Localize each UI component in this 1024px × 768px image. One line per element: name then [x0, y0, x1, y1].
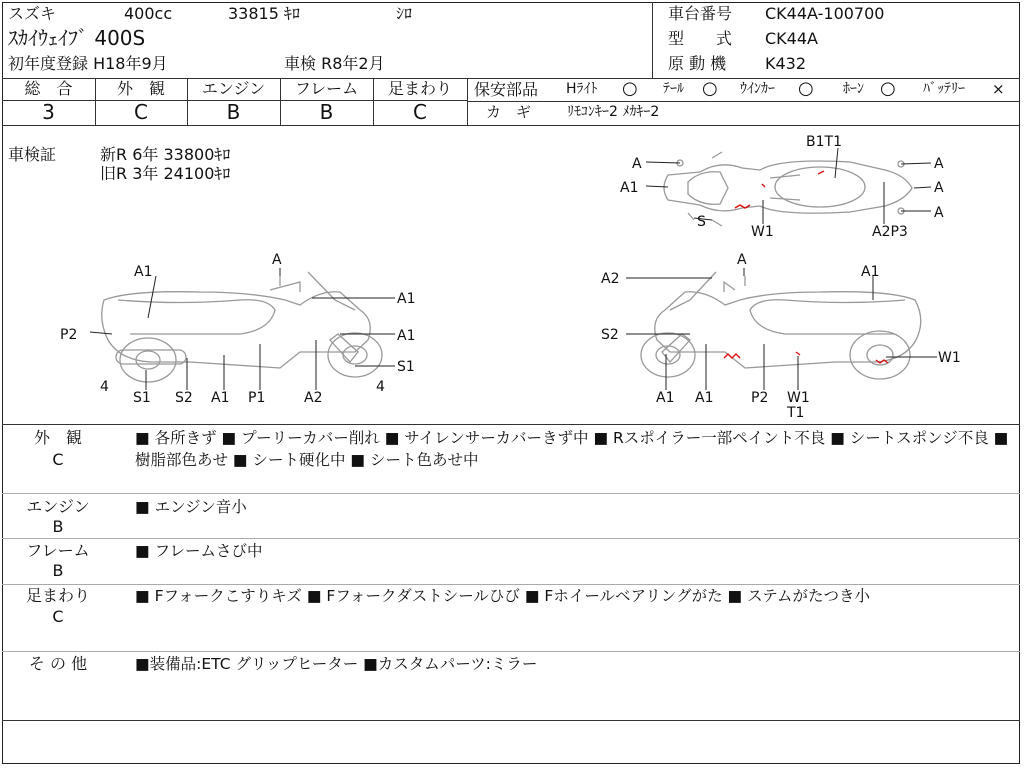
chassis-value: CK44A-100700 [765, 4, 885, 23]
type-label: 型 式 [668, 29, 733, 48]
headlight-mark: ○ [622, 78, 638, 99]
diagram-label: A1 [134, 264, 153, 280]
diagram-label: S1 [133, 390, 151, 406]
note-grade-frame: B [52, 561, 64, 580]
horn-label: ﾎｰﾝ [843, 81, 864, 97]
grade-engine-label: エンジン [201, 79, 266, 98]
diagram-label: W1 [787, 390, 810, 406]
model-name: ｽｶｲｳｪｲﾌﾞ 400S [8, 26, 146, 50]
key-value: ﾘﾓｺﾝｷｰ2 ﾒｶｷｰ2 [567, 104, 660, 120]
diagram-label: S2 [175, 390, 193, 406]
note-grade-engine: B [52, 517, 64, 536]
tail-mark: ○ [702, 78, 718, 99]
horn-mark: ○ [880, 78, 896, 99]
diagram-label: S2 [601, 327, 619, 343]
scooter-left-side-icon [102, 272, 382, 382]
mileage: 33815 ｷﾛ [228, 4, 300, 23]
diagram-label: B1T1 [806, 134, 842, 150]
color: ｼﾛ [396, 4, 413, 23]
tail-label: ﾃｰﾙ [663, 81, 684, 97]
diagram-label: P2 [60, 327, 78, 343]
diagram-label: A1 [620, 180, 639, 196]
diagram-label: A1 [397, 291, 416, 307]
diagram-label: 4 [376, 379, 385, 395]
diagram-label: T1 [787, 405, 805, 421]
grade-suspension-value: C [413, 100, 427, 124]
diagram-label: A2 [601, 271, 620, 287]
diagram-label: A [934, 180, 944, 196]
headlight-label: Hﾗｲﾄ [566, 81, 598, 97]
grade-overall-label: 総 合 [24, 79, 73, 98]
grade-overall-value: 3 [42, 100, 55, 124]
divider [2, 651, 1020, 652]
first-registration: 初年度登録 H18年9月 [8, 54, 168, 73]
inspection-cert-old: 旧R 3年 24100ｷﾛ [100, 164, 231, 183]
diagram-label: A [737, 252, 747, 268]
grade-frame-label: フレーム [294, 79, 359, 98]
diagram-label: A2P3 [872, 224, 908, 240]
diagram-label: A1 [861, 264, 880, 280]
diagram-label: A [934, 205, 944, 221]
diagram-label: A1 [695, 390, 714, 406]
battery-mark: × [992, 80, 1005, 98]
grade-frame-value: B [319, 100, 334, 124]
winker-mark: ○ [798, 78, 814, 99]
diagram-label: P1 [248, 390, 266, 406]
note-label-other: そ の 他 [28, 654, 88, 673]
inspection-cert-new: 新R 6年 33800ｷﾛ [100, 145, 231, 164]
diagram-label: A [272, 252, 282, 268]
note-label-exterior: 外 観 [33, 428, 82, 447]
grade-suspension-label: 足まわり [387, 79, 452, 98]
diagram-label: A [632, 156, 642, 172]
type-value: CK44A [765, 29, 818, 48]
chassis-label: 車台番号 [668, 4, 733, 23]
note-grade-exterior: C [52, 450, 64, 469]
engine-model-label: 原 動 機 [668, 54, 727, 73]
note-label-engine: エンジン [26, 497, 90, 516]
diagram-label: A1 [656, 390, 675, 406]
note-text-suspension: ■ Fフォークこすりキズ ■ Fフォークダストシールひび ■ Fホイールベアリングがた ■ ステムがたつき小 [135, 587, 871, 605]
maker: スズキ [8, 4, 57, 23]
divider [2, 493, 1020, 494]
diagram-label: A2 [304, 390, 323, 406]
grade-exterior-value: C [134, 100, 148, 124]
inspection-cert-label: 車検証 [8, 145, 57, 164]
divider [2, 424, 1020, 425]
displacement: 400cc [124, 4, 173, 23]
note-text-exterior: ■ 各所きず ■ プーリーカバー削れ ■ サイレンサーカバーきず中 ■ Rスポイラー一部ペイント不良 ■ シートスポンジ不良 ■ 樹脂部色あせ ■ シート硬化中 ■ シート色あせ中 [135, 429, 1009, 469]
key-label: カ ギ [486, 103, 532, 121]
diagram-label: A [934, 156, 944, 172]
note-text-frame: ■ フレームさび中 [135, 542, 263, 560]
battery-label: ﾊﾞｯﾃﾘｰ [923, 81, 965, 97]
divider [2, 720, 1020, 721]
note-label-frame: フレーム [26, 541, 90, 560]
diagram-label: W1 [938, 350, 961, 366]
note-text-engine: ■ エンジン音小 [135, 498, 247, 516]
note-text-other: ■装備品:ETC グリップヒーター ■カスタムパーツ:ミラー [135, 655, 538, 673]
diagram-label: S1 [397, 359, 415, 375]
diagram-label: 4 [100, 379, 109, 395]
note-label-suspension: 足まわり [25, 586, 90, 605]
diagram-label: A1 [211, 390, 230, 406]
diagram-label: S [697, 214, 706, 230]
diagram-label: P2 [751, 390, 769, 406]
inspection-expiry: 車検 R8年2月 [284, 54, 385, 73]
diagram-label: A1 [397, 328, 416, 344]
diagram-label: W1 [751, 224, 774, 240]
safety-label: 保安部品 [474, 80, 539, 99]
grade-exterior-label: 外 観 [116, 79, 165, 98]
note-grade-suspension: C [52, 607, 64, 626]
winker-label: ｳｲﾝｶｰ [740, 81, 775, 97]
divider [2, 538, 1020, 539]
grade-engine-value: B [226, 100, 241, 124]
engine-model-value: K432 [765, 54, 807, 73]
